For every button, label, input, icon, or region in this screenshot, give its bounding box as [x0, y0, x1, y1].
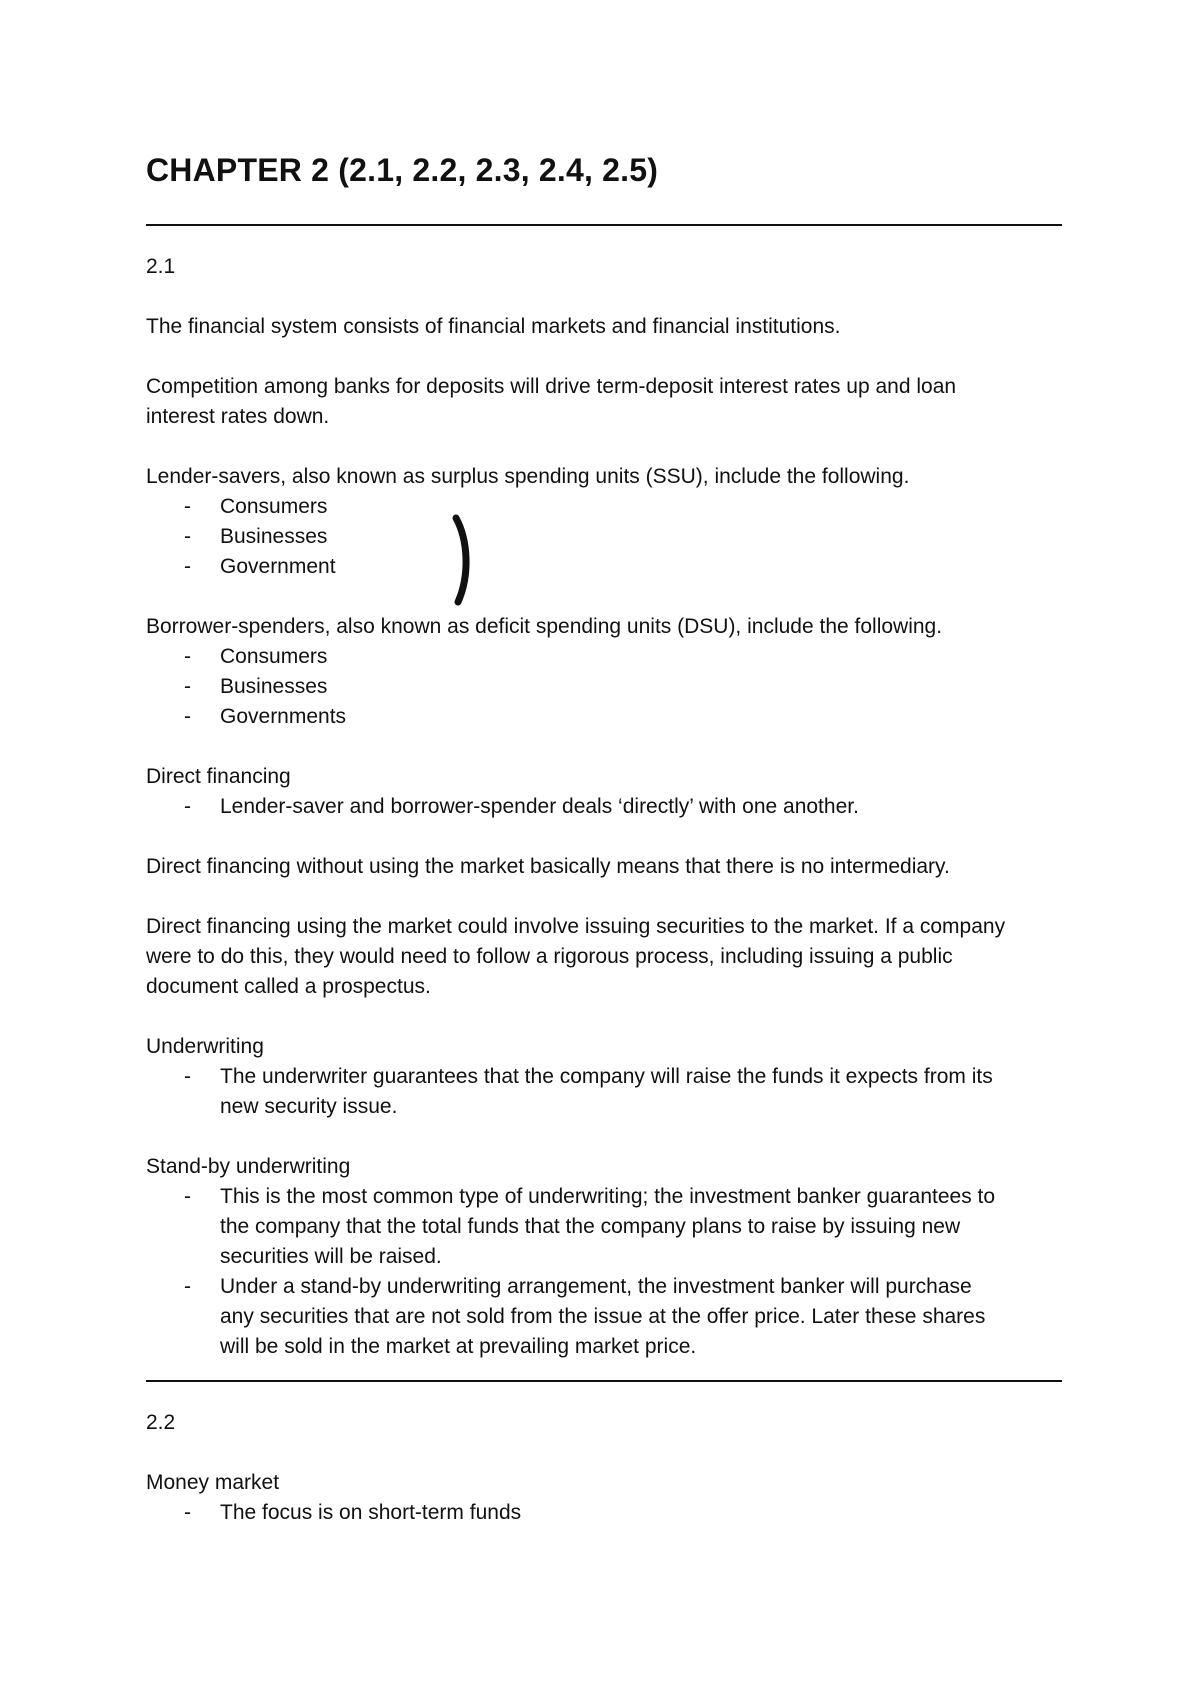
- borrower-spenders-block: [146, 612, 1062, 732]
- list-item: [146, 672, 1062, 702]
- dash-bullet: -: [184, 1275, 191, 1298]
- paragraph-line: interest rates down.: [146, 405, 330, 428]
- horizontal-rule: [146, 224, 1062, 226]
- list-item-line: securities will be raised.: [220, 1245, 442, 1268]
- underwriting-block: [146, 1032, 1062, 1122]
- borrower-spenders-list: [146, 642, 1062, 732]
- dash-bullet: -: [184, 705, 191, 728]
- list-item-line: new security issue.: [220, 1095, 398, 1118]
- list-item: [146, 702, 1062, 732]
- dash-bullet: -: [184, 795, 191, 818]
- lender-savers-block: [146, 462, 1062, 582]
- underwriting-heading: Underwriting: [146, 1035, 264, 1058]
- paragraph-competition: [146, 372, 1062, 432]
- section-number-2-1: 2.1: [146, 255, 176, 278]
- dash-bullet: -: [184, 555, 191, 578]
- standby-underwriting-heading: Stand-by underwriting: [146, 1155, 351, 1178]
- lender-savers-list: [146, 492, 1062, 582]
- document-page: [146, 140, 1062, 1528]
- list-item-line: Under a stand-by underwriting arrangement, the investment banker will purchase: [220, 1275, 972, 1298]
- paragraph-text: Direct financing without using the market basically means that there is no intermediary.: [146, 855, 950, 878]
- paragraph-without-market: [146, 852, 1062, 882]
- horizontal-rule: [146, 1380, 1062, 1382]
- chapter-title: CHAPTER 2 (2.1, 2.2, 2.3, 2.4, 2.5): [146, 152, 659, 188]
- list-item: [146, 492, 1062, 522]
- dash-bullet: -: [184, 1065, 191, 1088]
- paragraph-line: Competition among banks for deposits will drive term-deposit interest rates up and loan: [146, 375, 957, 398]
- direct-financing-heading: Direct financing: [146, 765, 291, 788]
- dash-bullet: -: [184, 675, 191, 698]
- list-item: [146, 552, 1062, 582]
- paragraph-financial-system: [146, 312, 1062, 342]
- list-item: [146, 1272, 1062, 1362]
- list-item: [146, 1182, 1062, 1272]
- list-item-line: will be sold in the market at prevailing market price.: [220, 1335, 697, 1358]
- paragraph-line: document called a prospectus.: [146, 975, 431, 998]
- paragraph-line: Direct financing using the market could involve issuing securities to the market. If a company: [146, 915, 1006, 938]
- list-item-line: the company that the total funds that the company plans to raise by issuing new: [220, 1215, 961, 1238]
- list-item-line: The underwriter guarantees that the company will raise the funds it expects from its: [220, 1065, 993, 1088]
- list-item: [146, 1062, 1062, 1122]
- money-market-list: [146, 1498, 1062, 1528]
- list-item-line: any securities that are not sold from the issue at the offer price. Later these shares: [220, 1305, 986, 1328]
- list-item-text: Consumers: [220, 495, 328, 518]
- list-item-text: Businesses: [220, 675, 328, 698]
- list-item-text: Governments: [220, 705, 347, 728]
- dash-bullet: -: [184, 1501, 191, 1524]
- dash-bullet: -: [184, 525, 191, 548]
- standby-underwriting-list: [146, 1182, 1062, 1362]
- list-item-text: Businesses: [220, 525, 328, 548]
- paragraph-line: were to do this, they would need to follow a rigorous process, including issuing a public: [146, 945, 953, 968]
- list-item-text: Consumers: [220, 645, 328, 668]
- list-item: [146, 642, 1062, 672]
- paragraph-using-market: [146, 912, 1062, 1002]
- standby-underwriting-block: [146, 1152, 1062, 1362]
- dash-bullet: -: [184, 495, 191, 518]
- list-item: [146, 792, 1062, 822]
- section-number-2-2: 2.2: [146, 1411, 176, 1434]
- list-item-text: Lender-saver and borrower-spender deals ‘directly’ with one another.: [220, 795, 859, 818]
- direct-financing-block: [146, 762, 1062, 822]
- lender-savers-intro: Lender-savers, also known as surplus spending units (SSU), include the following.: [146, 465, 910, 488]
- list-item-text: The focus is on short-term funds: [220, 1501, 522, 1524]
- list-item: [146, 522, 1062, 552]
- list-item-text: Government: [220, 555, 336, 578]
- borrower-spenders-intro: Borrower-spenders, also known as deficit spending units (DSU), include the following.: [146, 615, 943, 638]
- dash-bullet: -: [184, 645, 191, 668]
- paragraph-text: The financial system consists of financial markets and financial institutions.: [146, 315, 841, 338]
- direct-financing-list: [146, 792, 1062, 822]
- underwriting-list: [146, 1062, 1062, 1122]
- dash-bullet: -: [184, 1185, 191, 1208]
- list-item-line: This is the most common type of underwriting; the investment banker guarantees to: [220, 1185, 996, 1208]
- money-market-block: [146, 1468, 1062, 1528]
- list-item: [146, 1498, 1062, 1528]
- money-market-heading: Money market: [146, 1471, 280, 1494]
